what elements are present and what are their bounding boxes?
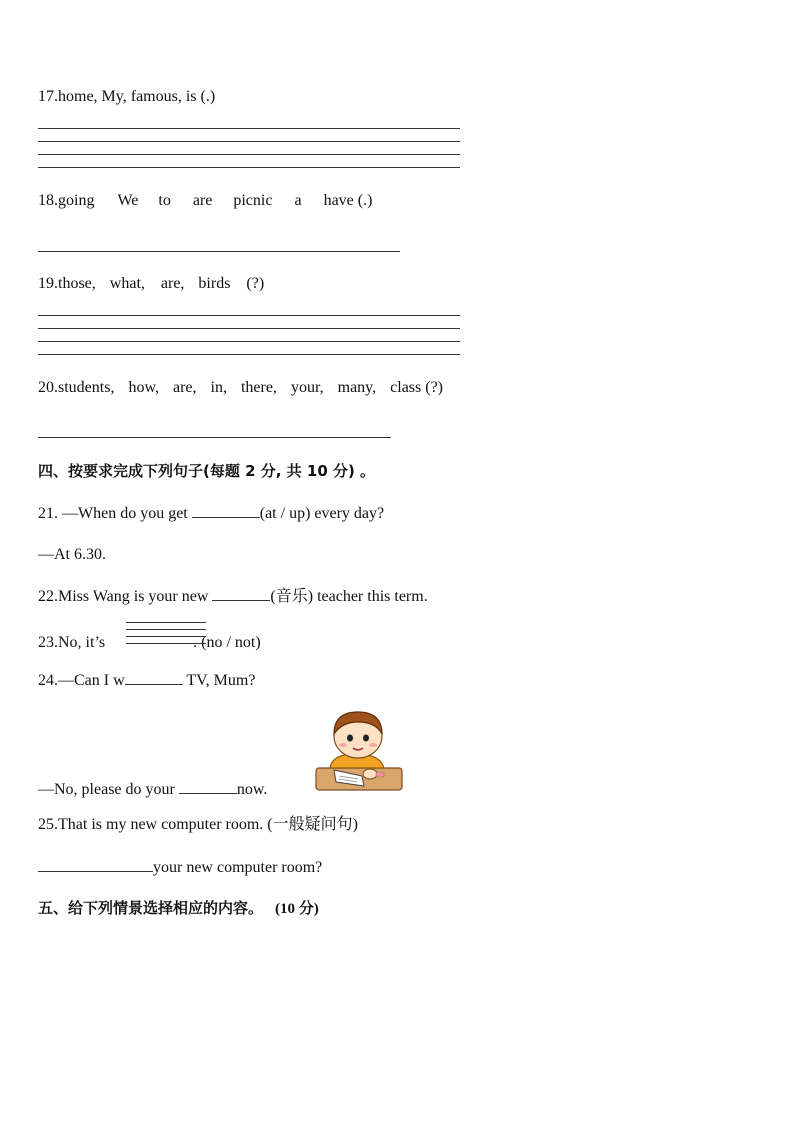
- word: your,: [290, 379, 324, 396]
- fill-blank[interactable]: [179, 779, 237, 794]
- writing-line: [38, 328, 460, 329]
- answer-21: —At 6.30.: [38, 546, 106, 563]
- question-22: [38, 586, 428, 607]
- fill-blank[interactable]: [38, 857, 153, 872]
- word: students,: [58, 379, 115, 396]
- scrambled-words: home, My, famous, is: [58, 88, 197, 105]
- punctuation-hint: (.): [357, 192, 373, 209]
- question-hint: (音乐) teacher this term.: [270, 588, 428, 605]
- writing-line: [126, 622, 206, 623]
- word: in,: [210, 379, 227, 396]
- question-number: 23.: [38, 634, 58, 651]
- section-title: 五、给下列情景选择相应的内容。: [38, 899, 264, 917]
- question-hint: (at / up) every day?: [259, 505, 385, 522]
- section-score: (10 分): [275, 901, 319, 917]
- word: have: [323, 192, 354, 209]
- word: many,: [337, 379, 377, 396]
- word: a: [294, 192, 302, 209]
- word: picnic: [233, 192, 273, 209]
- question-number: 17.: [38, 88, 58, 105]
- writing-line: [38, 128, 460, 129]
- fill-blank[interactable]: [212, 586, 270, 601]
- writing-line: [38, 141, 460, 142]
- answer-line-18[interactable]: [38, 251, 400, 252]
- writing-line: [38, 315, 460, 316]
- question-20: [38, 378, 443, 398]
- punctuation-hint: (.): [200, 88, 216, 105]
- question-number: 18.: [38, 192, 58, 209]
- fill-blank[interactable]: [125, 670, 183, 685]
- section-heading: 四、按要求完成下列句子(每题 2 分, 共 10 分) 。: [38, 462, 376, 480]
- punctuation-hint: (?): [425, 379, 444, 396]
- answer-24: [38, 779, 267, 800]
- question-text-end: TV, Mum?: [186, 672, 256, 689]
- writing-line: [38, 167, 460, 168]
- question-text: —Can I w: [58, 672, 125, 689]
- writing-line: [126, 636, 206, 637]
- question-19: [38, 274, 264, 294]
- question-17: [38, 87, 215, 107]
- word: how,: [128, 379, 159, 396]
- word: what,: [109, 275, 145, 292]
- answer-line-20[interactable]: [38, 437, 391, 438]
- student-writing-illustration: [312, 706, 404, 796]
- question-21: [38, 503, 384, 524]
- writing-line: [38, 341, 460, 342]
- question-number: 22.: [38, 588, 58, 605]
- question-number: 24.: [38, 672, 58, 689]
- question-number: 21.: [38, 505, 58, 522]
- question-24: [38, 670, 255, 691]
- question-hint: . (no / not): [193, 634, 261, 651]
- writing-line: [38, 354, 460, 355]
- question-text: That is my new computer room. (一般疑问句): [58, 816, 358, 833]
- question-18: [38, 191, 372, 211]
- question-number: 25.: [38, 816, 58, 833]
- question-25: [38, 815, 358, 835]
- word: those,: [58, 275, 96, 292]
- answer-text: your new computer room?: [153, 859, 323, 876]
- word: going: [58, 192, 95, 209]
- word: there,: [240, 379, 277, 396]
- word: We: [117, 192, 139, 209]
- word: class: [390, 379, 422, 396]
- question-number: 20.: [38, 379, 58, 396]
- question-text: Miss Wang is your new: [58, 588, 209, 605]
- word: are,: [160, 275, 185, 292]
- writing-line: [38, 154, 460, 155]
- fill-blank[interactable]: [192, 503, 260, 518]
- word: birds: [198, 275, 231, 292]
- word: are: [192, 192, 213, 209]
- section-heading-5: [38, 898, 319, 919]
- answer-text: —No, please do your: [38, 781, 175, 798]
- word: to: [158, 192, 171, 209]
- answer-25: [38, 857, 322, 878]
- writing-line: [126, 629, 206, 630]
- writing-line: [126, 643, 206, 644]
- word: are,: [172, 379, 197, 396]
- question-number: 19.: [38, 275, 58, 292]
- answer-text-end: now.: [236, 781, 268, 798]
- question-text: No, it’s: [58, 634, 106, 651]
- question-text: —When do you get: [62, 505, 188, 522]
- punctuation-hint: (?): [246, 275, 265, 292]
